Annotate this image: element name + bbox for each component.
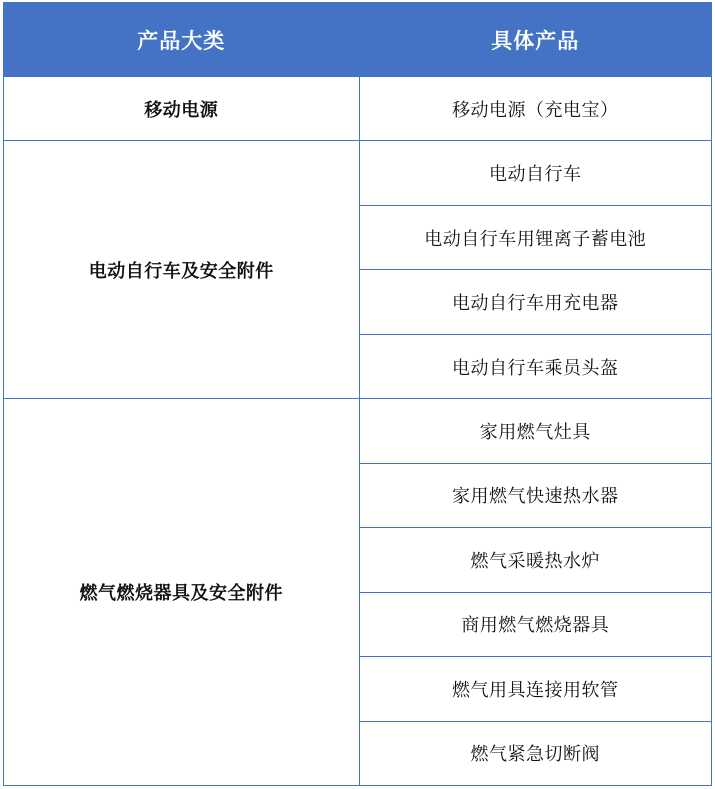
- table-row: [4, 141, 712, 205]
- product-cell: 电动自行车: [359, 141, 712, 205]
- column-header-product: 具体产品: [359, 3, 712, 77]
- category-cell-power-bank: 移动电源: [4, 77, 360, 141]
- product-classification-table: [3, 2, 712, 786]
- category-cell-e-bike: 电动自行车及安全附件: [4, 141, 360, 399]
- product-cell: 电动自行车乘员头盔: [359, 334, 712, 398]
- product-cell: 燃气采暖热水炉: [359, 528, 712, 592]
- table-body: [4, 77, 712, 786]
- product-cell: 商用燃气燃烧器具: [359, 592, 712, 656]
- table-header-row: [4, 3, 712, 77]
- product-cell: 燃气用具连接用软管: [359, 657, 712, 721]
- table-row: [4, 399, 712, 463]
- product-cell: 燃气紧急切断阀: [359, 721, 712, 785]
- product-cell: 移动电源（充电宝）: [359, 77, 712, 141]
- table-row: [4, 77, 712, 141]
- product-cell: 电动自行车用充电器: [359, 270, 712, 334]
- category-cell-gas-appliance: 燃气燃烧器具及安全附件: [4, 399, 360, 786]
- product-cell: 家用燃气灶具: [359, 399, 712, 463]
- product-cell: 家用燃气快速热水器: [359, 463, 712, 527]
- table-header: [4, 3, 712, 77]
- product-cell: 电动自行车用锂离子蓄电池: [359, 205, 712, 269]
- column-header-category: 产品大类: [4, 3, 360, 77]
